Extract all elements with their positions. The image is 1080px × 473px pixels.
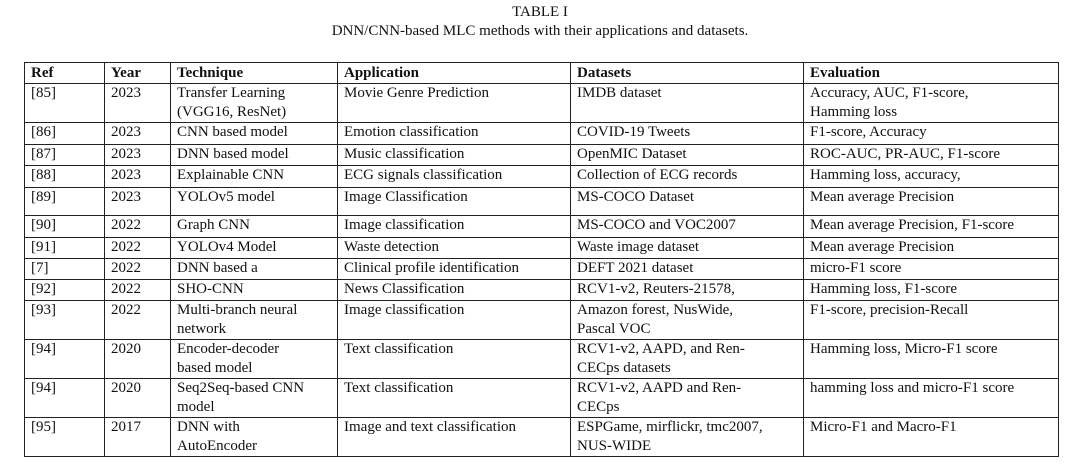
cell-line: DNN based model	[177, 146, 289, 162]
cell-datasets	[571, 280, 804, 301]
cell-datasets	[571, 238, 804, 259]
cell-application	[338, 418, 571, 457]
cell-year: 2022	[105, 216, 171, 238]
cell-year: 2017	[105, 418, 171, 457]
cell-technique	[171, 188, 338, 216]
cell-line: Multi-branch neural	[177, 302, 298, 318]
cell-line: OpenMIC Dataset	[577, 146, 687, 162]
cell-ref: [89]	[25, 188, 105, 216]
cell-line: IMDB dataset	[577, 85, 662, 101]
cell-line: Emotion classification	[344, 124, 479, 140]
cell-line: Waste image dataset	[577, 239, 700, 255]
cell-line: Explainable CNN	[177, 167, 285, 183]
cell-technique	[171, 301, 338, 340]
cell-evaluation	[804, 379, 1059, 418]
cell-ref: [95]	[25, 418, 105, 457]
cell-line: Encoder-decoder	[177, 341, 280, 357]
cell-line: F1-score, precision-Recall	[810, 302, 969, 318]
cell-line: Image classification	[344, 217, 465, 233]
cell-technique	[171, 166, 338, 188]
header-ref: Ref	[25, 63, 105, 84]
cell-application	[338, 145, 571, 166]
cell-line: Hamming loss, F1-score	[810, 281, 958, 297]
header-technique: Technique	[171, 63, 338, 84]
cell-year: 2022	[105, 259, 171, 280]
cell-ref: [91]	[25, 238, 105, 259]
cell-ref: [93]	[25, 301, 105, 340]
table-title: DNN/CNN-based MLC methods with their applications and datasets.	[331, 23, 749, 39]
cell-application	[338, 280, 571, 301]
cell-line: Image Classification	[344, 189, 468, 205]
table-row	[25, 216, 1059, 238]
cell-application	[338, 188, 571, 216]
cell-line: DNN with	[177, 419, 240, 435]
table-row	[25, 188, 1059, 216]
cell-ref: [88]	[25, 166, 105, 188]
cell-datasets	[571, 216, 804, 238]
cell-application	[338, 238, 571, 259]
cell-evaluation	[804, 280, 1059, 301]
cell-line: Accuracy, AUC, F1-score,	[810, 85, 969, 101]
cell-datasets	[571, 379, 804, 418]
cell-datasets	[571, 418, 804, 457]
cell-ref: [7]	[25, 259, 105, 280]
cell-datasets	[571, 340, 804, 379]
cell-ref: [92]	[25, 280, 105, 301]
cell-line: ESPGame, mirflickr, tmc2007,	[577, 419, 763, 435]
cell-datasets	[571, 145, 804, 166]
cell-datasets	[571, 259, 804, 280]
cell-line: Hamming loss, accuracy,	[810, 167, 961, 183]
cell-line: Text classification	[344, 341, 454, 357]
cell-year: 2023	[105, 145, 171, 166]
cell-technique	[171, 84, 338, 123]
cell-line: YOLOv5 model	[177, 189, 275, 205]
cell-line: Mean average Precision, F1-score	[810, 217, 1015, 233]
table-row	[25, 123, 1059, 145]
cell-line: Pascal VOC	[577, 321, 651, 337]
cell-technique	[171, 280, 338, 301]
cell-line: Transfer Learning	[177, 85, 286, 101]
cell-application	[338, 123, 571, 145]
cell-line: NUS-WIDE	[577, 438, 652, 454]
table-body	[25, 84, 1059, 457]
cell-datasets	[571, 188, 804, 216]
header-datasets: Datasets	[571, 63, 804, 84]
cell-line: CNN based model	[177, 124, 288, 140]
cell-line: F1-score, Accuracy	[810, 124, 927, 140]
cell-line: DNN based a	[177, 260, 258, 276]
cell-line: Clinical profile identification	[344, 260, 519, 276]
header-evaluation: Evaluation	[804, 63, 1059, 84]
cell-application	[338, 216, 571, 238]
header-year: Year	[105, 63, 171, 84]
cell-line: ECG signals classification	[344, 167, 503, 183]
table-row	[25, 238, 1059, 259]
cell-line: Hamming loss	[810, 104, 898, 120]
cell-year: 2023	[105, 166, 171, 188]
cell-datasets	[571, 84, 804, 123]
cell-line: News Classification	[344, 281, 465, 297]
cell-line: Graph CNN	[177, 217, 250, 233]
cell-line: Seq2Seq-based CNN	[177, 380, 305, 396]
table-row	[25, 340, 1059, 379]
mlc-methods-table	[24, 62, 1059, 457]
table-row	[25, 418, 1059, 457]
cell-year: 2023	[105, 84, 171, 123]
cell-line: model	[177, 399, 215, 415]
cell-technique	[171, 238, 338, 259]
cell-line: Amazon forest, NusWide,	[577, 302, 734, 318]
table-row	[25, 145, 1059, 166]
cell-application	[338, 166, 571, 188]
cell-evaluation	[804, 238, 1059, 259]
table-row	[25, 280, 1059, 301]
cell-evaluation	[804, 301, 1059, 340]
cell-application	[338, 340, 571, 379]
header-application: Application	[338, 63, 571, 84]
cell-line: CECps datasets	[577, 360, 671, 376]
cell-ref: [94]	[25, 340, 105, 379]
cell-line: Collection of ECG records	[577, 167, 738, 183]
cell-line: RCV1-v2, AAPD, and Ren-	[577, 341, 745, 357]
cell-line: COVID-19 Tweets	[577, 124, 691, 140]
cell-line: Mean average Precision	[810, 239, 955, 255]
cell-line: Micro-F1 and Macro-F1	[810, 419, 957, 435]
cell-technique	[171, 216, 338, 238]
cell-datasets	[571, 123, 804, 145]
cell-line: Music classification	[344, 146, 465, 162]
cell-evaluation	[804, 188, 1059, 216]
cell-evaluation	[804, 84, 1059, 123]
cell-application	[338, 379, 571, 418]
cell-datasets	[571, 166, 804, 188]
cell-technique	[171, 379, 338, 418]
cell-application	[338, 259, 571, 280]
cell-technique	[171, 418, 338, 457]
header-row	[25, 63, 1059, 84]
cell-line: Movie Genre Prediction	[344, 85, 489, 101]
table-row	[25, 379, 1059, 418]
cell-ref: [87]	[25, 145, 105, 166]
table-row	[25, 301, 1059, 340]
cell-line: Image classification	[344, 302, 465, 318]
cell-technique	[171, 340, 338, 379]
cell-ref: [86]	[25, 123, 105, 145]
cell-evaluation	[804, 145, 1059, 166]
cell-line: MS-COCO Dataset	[577, 189, 695, 205]
cell-line: AutoEncoder	[177, 438, 257, 454]
cell-line: based model	[177, 360, 253, 376]
cell-year: 2022	[105, 238, 171, 259]
cell-ref: [90]	[25, 216, 105, 238]
cell-year: 2023	[105, 188, 171, 216]
cell-line: Waste detection	[344, 239, 440, 255]
cell-line: SHO-CNN	[177, 281, 244, 297]
cell-line: ROC-AUC, PR-AUC, F1-score	[810, 146, 1001, 162]
cell-line: hamming loss and micro-F1 score	[810, 380, 1015, 396]
cell-line: DEFT 2021 dataset	[577, 260, 694, 276]
cell-application	[338, 84, 571, 123]
cell-line: network	[177, 321, 227, 337]
cell-technique	[171, 123, 338, 145]
cell-technique	[171, 259, 338, 280]
cell-evaluation	[804, 340, 1059, 379]
cell-application	[338, 301, 571, 340]
cell-line: RCV1-v2, Reuters-21578,	[577, 281, 735, 297]
cell-line: micro-F1 score	[810, 260, 902, 276]
cell-line: CECps	[577, 399, 620, 415]
cell-evaluation	[804, 123, 1059, 145]
cell-ref: [94]	[25, 379, 105, 418]
cell-evaluation	[804, 166, 1059, 188]
cell-line: Hamming loss, Micro-F1 score	[810, 341, 998, 357]
cell-line: YOLOv4 Model	[177, 239, 277, 255]
cell-line: (VGG16, ResNet)	[177, 104, 287, 120]
table-row	[25, 166, 1059, 188]
cell-year: 2023	[105, 123, 171, 145]
cell-year: 2022	[105, 280, 171, 301]
cell-line: Image and text classification	[344, 419, 517, 435]
table-label: TABLE I	[512, 4, 568, 20]
table-row	[25, 259, 1059, 280]
cell-evaluation	[804, 216, 1059, 238]
cell-year: 2020	[105, 379, 171, 418]
cell-year: 2022	[105, 301, 171, 340]
cell-ref: [85]	[25, 84, 105, 123]
cell-datasets	[571, 301, 804, 340]
cell-technique	[171, 145, 338, 166]
cell-evaluation	[804, 418, 1059, 457]
cell-line: MS-COCO and VOC2007	[577, 217, 736, 233]
cell-line: Text classification	[344, 380, 454, 396]
table-row	[25, 84, 1059, 123]
table-caption	[0, 3, 1080, 41]
cell-line: Mean average Precision	[810, 189, 955, 205]
cell-line: RCV1-v2, AAPD and Ren-	[577, 380, 742, 396]
cell-year: 2020	[105, 340, 171, 379]
cell-evaluation	[804, 259, 1059, 280]
